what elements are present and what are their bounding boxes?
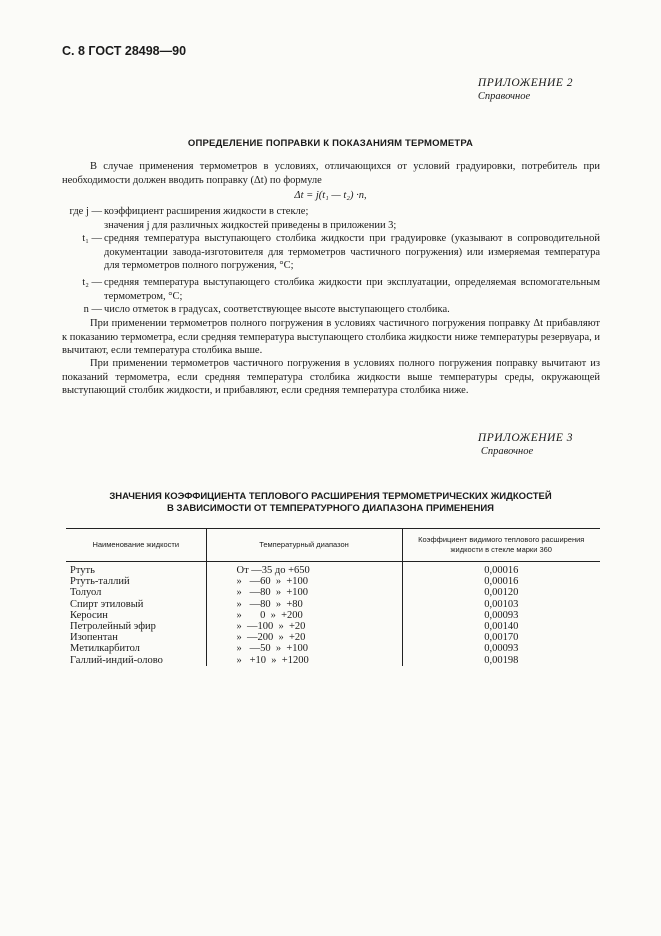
- temperature-range: » —200 » +20: [206, 632, 402, 643]
- temperature-range: » —50 » +100: [206, 643, 402, 654]
- definition-symbol: t₁ —: [82, 233, 102, 244]
- table-row: [66, 587, 600, 598]
- definition-text: значения j для различных жидкостей приведены в приложении 3;: [104, 219, 397, 231]
- table-row: [66, 655, 600, 666]
- temperature-range: От —35 до +650: [206, 562, 402, 577]
- definition-text: средняя температура выступающего столбика жидкости при градуировке (указывают в сопроводительной документации завода-изготовителя для термометров частичного погружения) или измеряемая температура для термометров полного погружения, °С;: [104, 233, 600, 271]
- coefficient-value: 0,00093: [402, 610, 600, 621]
- temperature-range: » —60 » +100: [206, 576, 402, 587]
- coefficient-value: 0,00103: [402, 599, 600, 610]
- liquid-name: Керосин: [70, 609, 108, 621]
- definition-symbol: t₂ —: [82, 277, 102, 288]
- coefficient-value: 0,00198: [402, 655, 600, 666]
- table-row: [66, 632, 600, 643]
- appendix-2-subtitle: Справочное: [477, 91, 531, 102]
- coefficient-value: 0,00140: [402, 621, 600, 632]
- table-header-row: [66, 529, 600, 562]
- definition-text: число отметок в градусах, соответствующее высоте выступающего столбика.: [104, 304, 450, 315]
- appendix-2-title: ПРИЛОЖЕНИЕ 2: [477, 77, 573, 89]
- appendix-3-label: [478, 431, 573, 459]
- section-2-title: [0, 491, 661, 515]
- column-header-range: Температурный диапазон: [206, 529, 402, 562]
- appendix-2-label: [478, 76, 573, 104]
- table-row: [66, 621, 600, 632]
- coefficient-value: 0,00170: [402, 632, 600, 643]
- definition-text: средняя температура выступающего столбика жидкости при эксплуатации, определяемая вспомогательным термометром, °С;: [104, 277, 600, 302]
- temperature-range: » 0 » +200: [206, 610, 402, 621]
- paragraph-partial-immersion: При применении термометров частичного погружения в условиях полного погружения поправку вычитают из показаний термометра, если средняя температура столбика жидкости выше температуры среды, окружающей выступающий столбик жидкости, и прибавляют, если средняя температура столбика ниже.: [62, 358, 600, 396]
- definition-symbol: где j —: [69, 206, 102, 217]
- temperature-range: » +10 » +1200: [206, 655, 402, 666]
- temperature-range: » —80 » +80: [206, 599, 402, 610]
- section-2-title-line-2: В ЗАВИСИМОСТИ ОТ ТЕМПЕРАТУРНОГО ДИАПАЗОНА ПРИМЕНЕНИЯ: [167, 503, 494, 514]
- page-header: С. 8 ГОСТ 28498—90: [62, 44, 187, 58]
- appendix-3-title: ПРИЛОЖЕНИЕ 3: [477, 432, 573, 444]
- coefficients-table: [66, 528, 600, 666]
- definition-text: коэффициент расширения жидкости в стекле;: [104, 206, 309, 217]
- liquid-name: Спирт этиловый: [70, 598, 144, 610]
- liquid-name: Ртуть: [70, 565, 95, 576]
- liquid-name: Метилкарбитол: [70, 643, 140, 655]
- liquid-name: Галлий-индий-олово: [70, 654, 163, 666]
- coefficient-value: 0,00093: [402, 643, 600, 654]
- liquid-name: Толуол: [70, 587, 102, 599]
- temperature-range: » —100 » +20: [206, 621, 402, 632]
- paragraph-full-immersion: При применении термометров полного погружения в условиях частичного погружения поправку Δt прибавляют к показанию термометра, если средняя температура выступающего столбика жидкости ниже температуры резервуара, и вычитают, если температура столбика выше.: [62, 318, 600, 356]
- table-row: [66, 643, 600, 654]
- section-2-title-line-1: ЗНАЧЕНИЯ КОЭФФИЦИЕНТА ТЕПЛОВОГО РАСШИРЕНИЯ ТЕРМОМЕТРИЧЕСКИХ ЖИДКОСТЕЙ: [109, 491, 552, 502]
- coefficient-value: 0,00016: [402, 576, 600, 587]
- section-1-title: ОПРЕДЕЛЕНИЕ ПОПРАВКИ К ПОКАЗАНИЯМ ТЕРМОМЕТРА: [187, 138, 474, 149]
- column-header-coefficient: Коэффициент видимого теплового расширения жидкости в стекле марки 360: [402, 529, 600, 562]
- table-row: [66, 610, 600, 621]
- table-row: [66, 562, 600, 577]
- liquid-name: Петролейный эфир: [70, 621, 156, 633]
- liquid-name: Изопентан: [70, 632, 118, 644]
- formula: Δt = j(t₁ — t₂) ·n,: [294, 190, 367, 201]
- intro-paragraph: В случае применения термометров в условиях, отличающихся от условий градуировки, потребитель при необходимости должен вводить поправку (Δt) по формуле: [62, 161, 600, 186]
- temperature-range: » —80 » +100: [206, 587, 402, 598]
- coefficient-value: 0,00120: [402, 587, 600, 598]
- definition-symbol: n —: [83, 304, 102, 315]
- appendix-3-subtitle: Справочное: [480, 446, 534, 457]
- coefficient-value: 0,00016: [402, 562, 600, 577]
- liquid-name: Ртуть-таллий: [70, 576, 130, 588]
- table-row: [66, 599, 600, 610]
- table-row: [66, 576, 600, 587]
- column-header-liquid: Наименование жидкости: [66, 529, 206, 562]
